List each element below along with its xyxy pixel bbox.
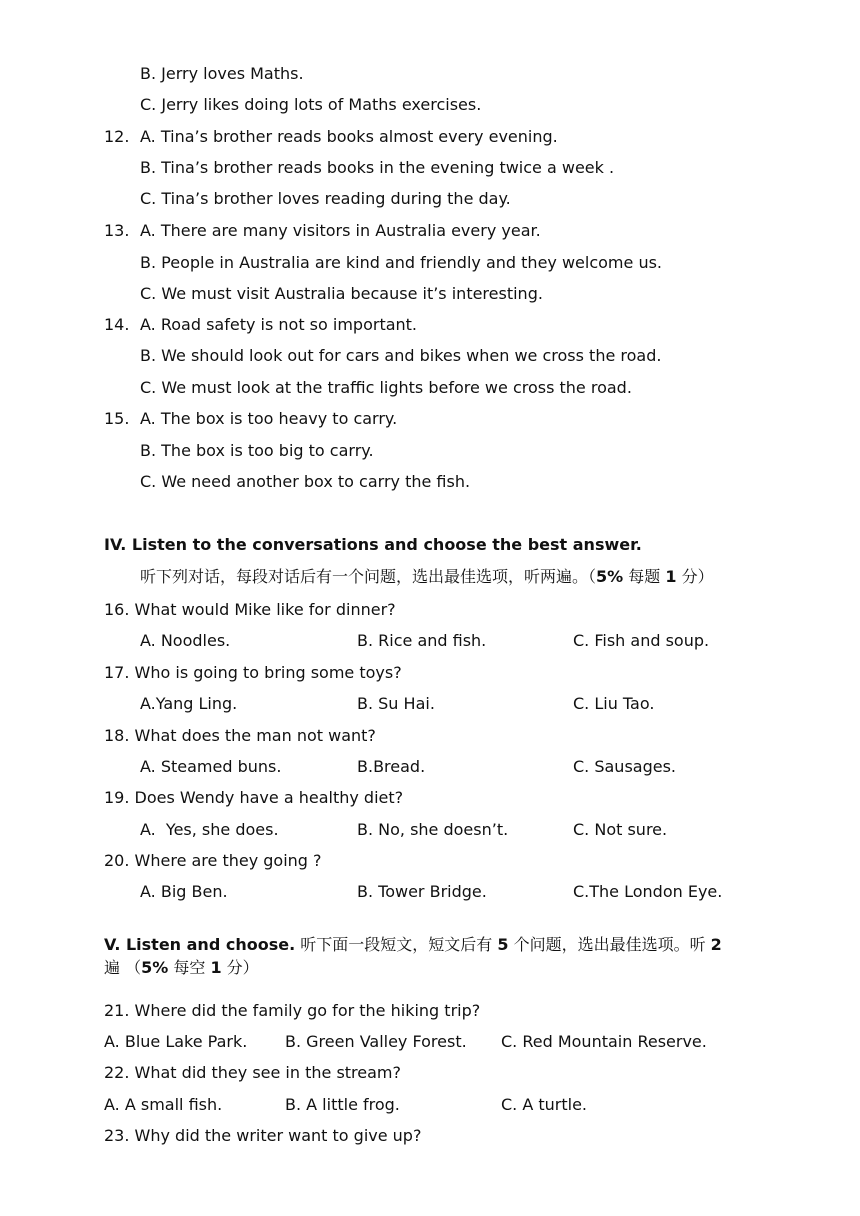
q14-option-a: A. Road safety is not so important. <box>140 315 418 334</box>
q22-option-c: C. A turtle. <box>501 1095 588 1114</box>
q16-option-b: B. Rice and fish. <box>357 631 487 650</box>
q12-number: 12. <box>104 127 130 146</box>
q20-option-b: B. Tower Bridge. <box>357 882 487 901</box>
q15-number: 15. <box>104 409 130 428</box>
q20-option-c: C.The London Eye. <box>573 882 723 901</box>
q11-option-b: B. Jerry loves Maths. <box>140 64 304 83</box>
q15-option-c: C. We need another box to carry the fish. <box>140 472 471 491</box>
q19-question: 19. Does Wendy have a healthy diet? <box>104 788 404 807</box>
q17-option-b: B. Su Hai. <box>357 694 435 713</box>
q13-option-c: C. We must visit Australia because it’s interesting. <box>140 284 543 303</box>
q22-option-b: B. A little frog. <box>285 1095 400 1114</box>
q21-option-b: B. Green Valley Forest. <box>285 1032 467 1051</box>
q20-option-a: A. Big Ben. <box>140 882 228 901</box>
part5-instructions: 遍 （5% 每空 1 分） <box>104 958 259 977</box>
q21-question: 21. Where did the family go for the hiking trip? <box>104 1001 481 1020</box>
q23-question: 23. Why did the writer want to give up? <box>104 1126 422 1145</box>
q16-question: 16. What would Mike like for dinner? <box>104 600 396 619</box>
q11-option-c: C. Jerry likes doing lots of Maths exercises. <box>140 95 482 114</box>
q13-number: 13. <box>104 221 130 240</box>
q22-option-a: A. A small fish. <box>104 1095 223 1114</box>
q21-option-a: A. Blue Lake Park. <box>104 1032 248 1051</box>
q15-option-a: A. The box is too heavy to carry. <box>140 409 398 428</box>
part5-heading: V. Listen and choose. 听下面一段短文，短文后有 5 个问题，选出最佳选项。听 2 <box>104 935 722 954</box>
q18-option-a: A. Steamed buns. <box>140 757 282 776</box>
q16-option-c: C. Fish and soup. <box>573 631 710 650</box>
q14-option-b: B. We should look out for cars and bikes when we cross the road. <box>140 346 662 365</box>
q15-option-b: B. The box is too big to carry. <box>140 441 374 460</box>
q16-option-a: A. Noodles. <box>140 631 231 650</box>
q22-question: 22. What did they see in the stream? <box>104 1063 401 1082</box>
part4-heading: IV. Listen to the conversations and choose the best answer. <box>104 535 642 554</box>
q13-option-a: A. There are many visitors in Australia every year. <box>140 221 541 240</box>
q14-number: 14. <box>104 315 130 334</box>
q18-option-c: C. Sausages. <box>573 757 677 776</box>
q17-option-a: A.Yang Ling. <box>140 694 238 713</box>
q20-question: 20. Where are they going ? <box>104 851 322 870</box>
q19-option-c: C. Not sure. <box>573 820 668 839</box>
q18-question: 18. What does the man not want? <box>104 726 376 745</box>
q17-question: 17. Who is going to bring some toys? <box>104 663 402 682</box>
q13-option-b: B. People in Australia are kind and friendly and they welcome us. <box>140 253 662 272</box>
q19-option-a: A. Yes, she does. <box>140 820 279 839</box>
q21-option-c: C. Red Mountain Reserve. <box>501 1032 707 1051</box>
q12-option-a: A. Tina’s brother reads books almost every evening. <box>140 127 558 146</box>
q14-option-c: C. We must look at the traffic lights before we cross the road. <box>140 378 632 397</box>
q19-option-b: B. No, she doesn’t. <box>357 820 509 839</box>
q17-option-c: C. Liu Tao. <box>573 694 655 713</box>
q12-option-c: C. Tina’s brother loves reading during the day. <box>140 189 511 208</box>
q18-option-b: B.Bread. <box>357 757 426 776</box>
q12-option-b: B. Tina’s brother reads books in the evening twice a week . <box>140 158 615 177</box>
part4-instructions: 听下列对话，每段对话后有一个问题，选出最佳选项，听两遍。（5% 每题 1 分） <box>140 567 714 586</box>
